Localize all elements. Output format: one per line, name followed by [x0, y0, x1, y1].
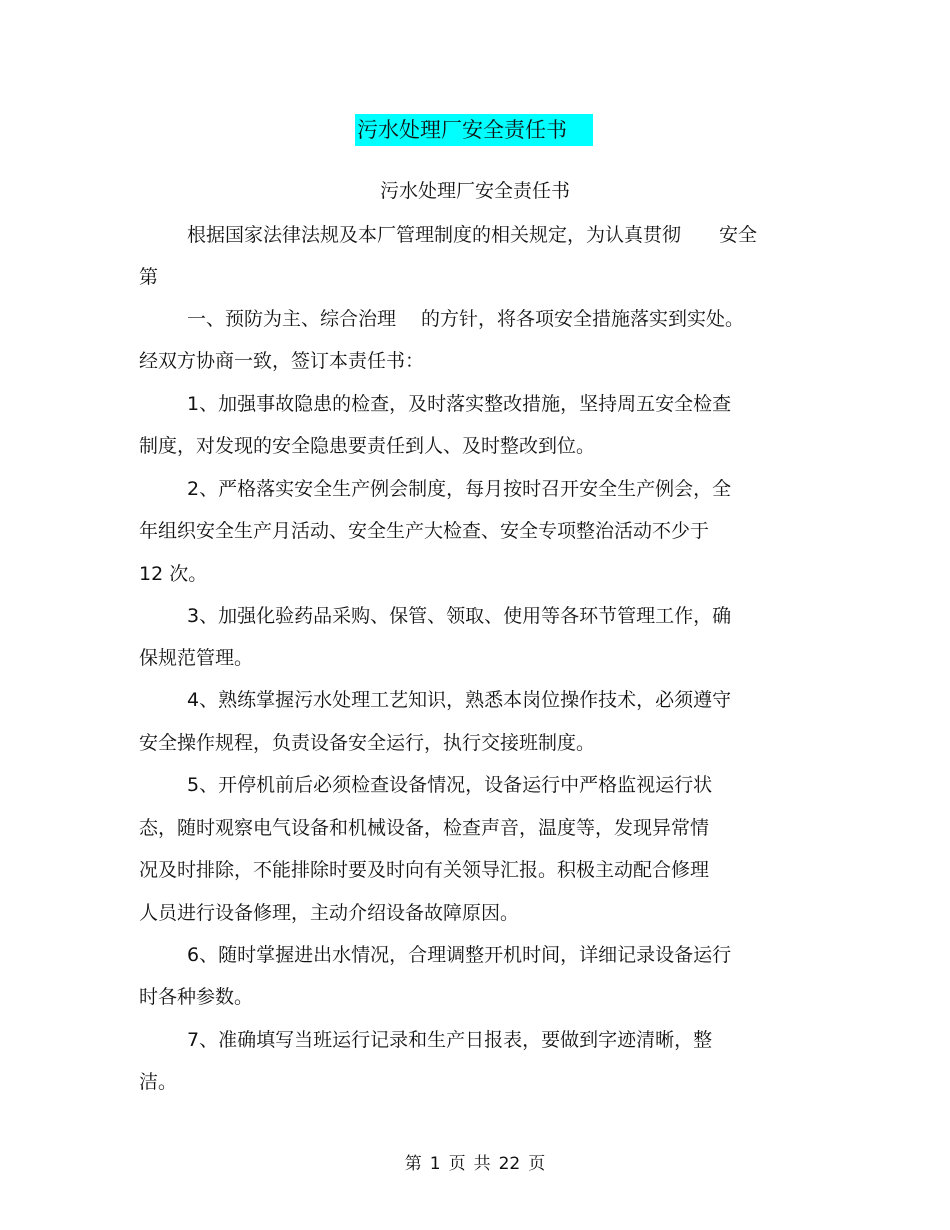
title-wrap: [0, 114, 950, 146]
document-title: 污水处理厂安全责任书: [355, 114, 593, 146]
body-line: 人员进行设备修理，主动介绍设备故障原因。: [139, 902, 520, 924]
body-line: 态，随时观察电气设备和机械设备，检查声音，温度等，发现异常情: [139, 817, 710, 839]
current-page-number: 1: [429, 1154, 441, 1174]
body-line: 况及时排除，不能排除时要及时向有关领导汇报。积极主动配合修理: [139, 859, 710, 881]
body-line: 6、随时掌握进出水情况，合理调整开机时间，详细记录设备运行: [187, 944, 732, 966]
body-line: 安全操作规程，负责设备安全运行，执行交接班制度。: [139, 732, 596, 754]
body-line: 4、熟练掌握污水处理工艺知识，熟悉本岗位操作技术，必须遵守: [187, 689, 732, 711]
document-subtitle: 污水处理厂安全责任书: [379, 180, 570, 202]
body-line: 根据国家法律法规及本厂管理制度的相关规定，为认真贯彻 安全: [187, 224, 758, 246]
page-unit: 页: [448, 1154, 466, 1174]
page-label: 第: [404, 1154, 422, 1174]
body-line: 时各种参数。: [139, 986, 254, 1008]
body-line: 7、准确填写当班运行记录和生产日报表，要做到字迹清晰，整: [187, 1029, 713, 1051]
body-line: 保规范管理。: [139, 647, 254, 669]
body-line: 年组织安全生产月活动、安全生产大检查、安全专项整治活动不少于: [139, 520, 710, 542]
body-line: 第: [139, 266, 159, 288]
body-line: 12 次。: [139, 563, 208, 585]
total-pages-number: 22: [498, 1154, 521, 1174]
body-line: 洁。: [139, 1071, 178, 1093]
body-line: 经双方协商一致，签订本责任书：: [139, 350, 425, 372]
body-line: 1、加强事故隐患的检查，及时落实整改措施，坚持周五安全检查: [187, 393, 732, 415]
body-line: 2、严格落实安全生产例会制度，每月按时召开安全生产例会，全: [187, 478, 732, 500]
total-label: 共: [473, 1154, 491, 1174]
body-line: 3、加强化验药品采购、保管、领取、使用等各环节管理工作，确: [187, 605, 732, 627]
body-line: 一、预防为主、综合治理 的方针，将各项安全措施落实到实处。: [187, 308, 745, 330]
page-footer: [0, 1152, 950, 1176]
total-unit: 页: [528, 1154, 546, 1174]
body-line: 5、开停机前后必须检查设备情况，设备运行中严格监视运行状: [187, 774, 713, 796]
body-line: 制度，对发现的安全隐患要责任到人、及时整改到位。: [139, 435, 596, 457]
